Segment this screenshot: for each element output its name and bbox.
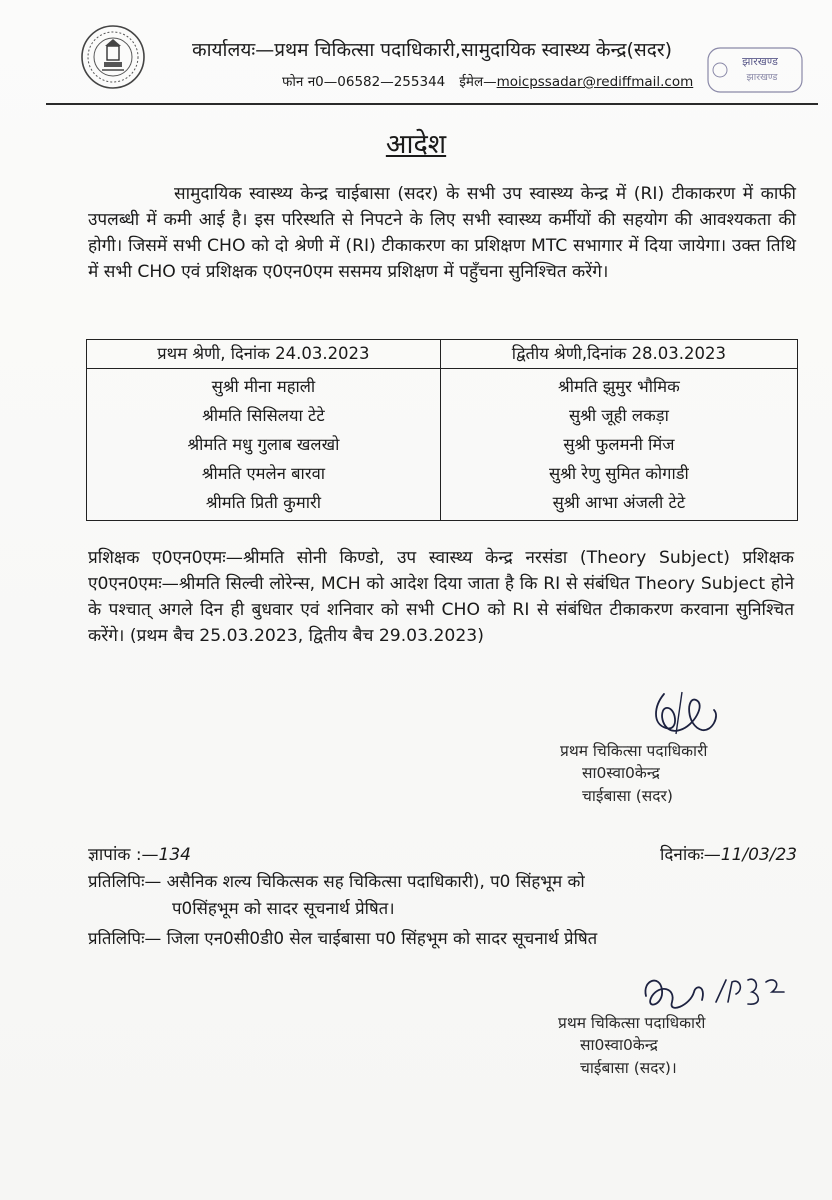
signatory-location: चाईबासा (सदर)। (580, 1058, 677, 1077)
copy-text: जिला एन0सी0डी0 सेल चाईबासा प0 सिंहभूम को सादर सूचनार्थ प्रेषित (166, 928, 598, 948)
copy-line (88, 925, 788, 951)
trainee-name: श्रीमति झुमुर भौमिक (558, 377, 680, 396)
logo-text-1: झारखण्ड (742, 55, 778, 68)
copy-label: प्रतिलिपिः— (88, 871, 162, 891)
batch-1-names (87, 369, 441, 521)
email-label: ईमेल— (459, 74, 497, 90)
training-batch-table (86, 339, 798, 521)
trainee-name: श्रीमति सिसिलया टेटे (202, 406, 325, 425)
logo-text-2: झारखण्ड (746, 72, 778, 83)
signatory-office: सा0स्वा0केन्द्र (580, 1036, 658, 1055)
memo-date-label: दिनांकः— (660, 845, 721, 865)
signatory-designation: प्रथम चिकित्सा पदाधिकारी (558, 1014, 706, 1032)
signature-scribble (636, 686, 726, 746)
trainee-name: श्रीमति एमलेन बारवा (201, 464, 326, 483)
signatory-designation: प्रथम चिकित्सा पदाधिकारी (560, 742, 708, 760)
column-header: द्वितीय श्रेणी,दिनांक 28.03.2023 (440, 340, 797, 369)
memo-date-value: 11/03/23 (720, 845, 798, 865)
trainee-name: श्रीमति प्रिती कुमारी (205, 493, 322, 512)
page-title: आदेश (385, 129, 447, 160)
copy-text: असैनिक शल्य चिकित्सक सह चिकित्सा पदाधिकारी), प0 सिंहभूम को (166, 871, 585, 891)
trainee-name: सुश्री फुलमनी मिंज (563, 435, 675, 454)
table-row (87, 369, 798, 521)
office-contact (282, 72, 702, 90)
signatory-location: चाईबासा (सदर) (582, 786, 673, 805)
memo-number-label: ज्ञापांक :— (88, 845, 159, 865)
signature-block (560, 740, 810, 807)
state-emblem-icon (80, 24, 146, 90)
memo-date (660, 842, 797, 865)
copy-line (88, 868, 788, 894)
trainee-name: सुश्री जूही लकड़ा (569, 406, 669, 425)
trainee-name: सुश्री मीना महाली (211, 377, 316, 396)
trainee-name: श्रीमति मधु गुलाब खलखो (187, 435, 340, 454)
signatory-office: सा0स्वा0केन्द्र (582, 764, 660, 783)
copy-label: प्रतिलिपिः— (88, 928, 162, 948)
copy-line-continuation: प0सिंहभूम को सादर सूचनार्थ प्रेषित। (172, 898, 395, 918)
trainer-paragraph: प्रशिक्षक ए0एन0एमः—श्रीमति सोनी किण्डो, उप स्वास्थ्य केन्द्र नरसंडा (Theory Subject) प्रशिक्षक ए0एन0एमः—श्रीमति सिल्वी लोरेन्स, MCH को आदेश दिया जाता है कि RI से संबंधित Theory Subject होने के पश्चात् अगले दिन ही बुधवार एवं शनिवार को सभी CHO को RI से संबंधित टीकाकरण करवाना सुनिश्चित करेंगे। (प्रथम बैच 25.03.2023, द्वितीय बैच 29.03.2023) (88, 548, 794, 647)
column-header: प्रथम श्रेणी, दिनांक 24.03.2023 (87, 340, 441, 369)
email-address: moicpssadar@rediffmail.com (496, 74, 694, 90)
header-divider (46, 103, 818, 105)
memo-number (88, 842, 191, 865)
memo-number-value: 134 (158, 845, 191, 865)
trainee-name: सुश्री रेणु सुमित कोगाडी (549, 464, 689, 483)
phone-number: फोन न0—06582—255344 (282, 74, 446, 90)
jharkhand-logo-stamp (706, 46, 804, 94)
order-paragraph: सामुदायिक स्वास्थ्य केन्द्र चाईबासा (सदर) के सभी उप स्वास्थ्य केन्द्र में (RI) टीकाकरण में काफी उपलब्धी में कमी आई है। इस परिस्थति से निपटने के लिए सभी स्वास्थ्य कर्मीयों की सहयोग की आवश्यकता की होगी। जिसमें सभी CHO को दो श्रेणी में (RI) टीकाकरण का प्रशिक्षण MTC सभागार में दिया जायेगा। उक्त तिथि में सभी CHO एवं प्रशिक्षक ए0एन0एम ससमय प्रशिक्षण में पहुँचना सुनिश्चित करेंगे। (88, 184, 796, 283)
signature-block (558, 1012, 808, 1079)
trainee-name: सुश्री आभा अंजली टेटे (552, 493, 686, 512)
batch-2-names (440, 369, 797, 521)
table-header-row (87, 340, 798, 369)
office-name: कार्यालयः—प्रथम चिकित्सा पदाधिकारी,सामुदायिक स्वास्थ्य केन्द्र(सदर) (192, 39, 673, 61)
